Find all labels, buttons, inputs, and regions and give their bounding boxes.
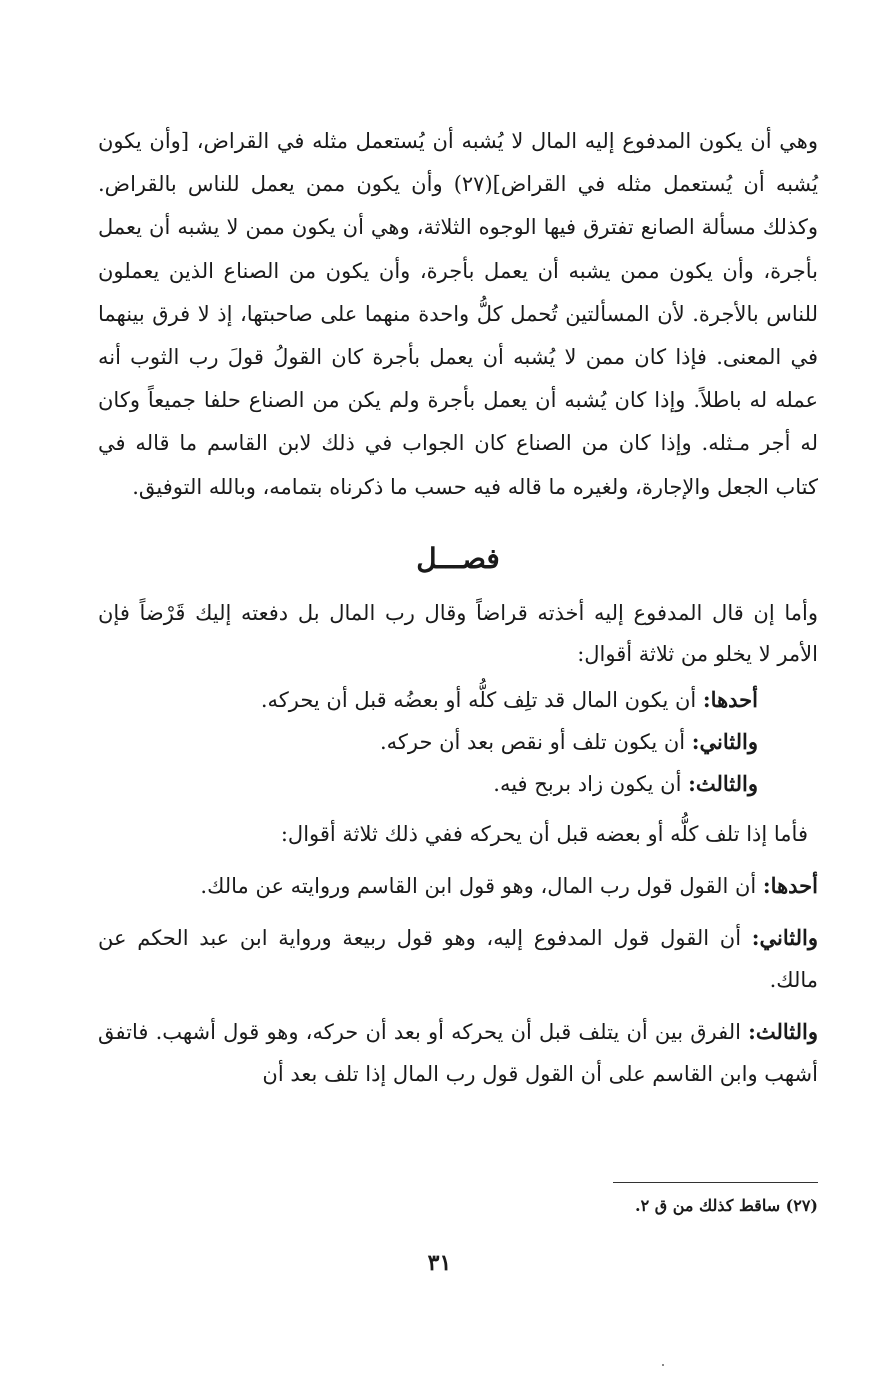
list-item — [98, 679, 818, 721]
case-lead: أحدها: — [702, 686, 758, 712]
list-item — [98, 721, 818, 763]
section-heading: فصـــل — [416, 541, 500, 575]
opinion-lead: والثاني: — [751, 924, 818, 950]
opinion-lead: والثالث: — [748, 1018, 818, 1044]
cases-list — [98, 679, 818, 805]
page-number: ٣١ — [427, 1250, 452, 1276]
page-body — [98, 120, 818, 1095]
case-lead: والثاني: — [691, 728, 758, 754]
opinion-paragraph — [98, 917, 818, 1001]
case-lead: والثالث: — [688, 770, 758, 796]
opinion-text: أن القول قول المدفوع إليه، وهو قول ربيعة ورواية ابن عبد الحكم عن مالك. — [98, 925, 818, 992]
opinion-lead: أحدها: — [762, 872, 818, 898]
sub-intro-paragraph: فأما إذا تلف كلُّه أو بعضه قبل أن يحركه ففي ذلك ثلاثة أقوال: — [280, 821, 808, 846]
opinion-text: الفرق بين أن يتلف قبل أن يحركه أو بعد أن حركه، وهو قول أشهب. فاتفق أشهب وابن القاسم على أن القول قول رب المال إذا تلف بعد أن — [98, 1019, 818, 1086]
footnote: (٢٧) ساقط كذلك من ق ٢. — [634, 1196, 818, 1215]
opinion-paragraph — [98, 1011, 818, 1095]
scan-speck — [662, 1364, 664, 1366]
opinion-paragraph — [98, 865, 818, 907]
case-text: أن يكون زاد بربح فيه. — [493, 771, 689, 796]
footnote-divider — [613, 1182, 818, 1183]
body-paragraph: وهي أن يكون المدفوع إليه المال لا يُشبه أن يُستعمل مثله في القراض، [وأن يكون يُشبه أن يُستعمل مثله في القراض](٢٧) وأن يكون ممن يعمل للناس بالقراض. وكذلك مسألة الصانع تفترق فيها الوجوه الثلاثة، وهي أن يكون ممن لا يشبه أن يعمل بأجرة، وأن يكون ممن يشبه أن يعمل بأجرة، وأن يكون من الصناع الذين يعملون للناس بالأجرة. لأن المسألتين تُحمل كلُّ واحدة منهما على صاحبتها، إذ لا فرق بينهما في المعنى. فإذا كان ممن لا يُشبه أن يعمل بأجرة كان القولُ قولَ رب الثوب أنه عمله له باطلاً. وإذا كان يُشبه أن يعمل بأجرة ولم يكن من الصناع حلفا جميعاً وكان له أجر مـثله. وإذا كان من الصناع كان الجواب في ذلك لابن القاسم ما قاله في كتاب الجعل والإجارة، ولغيره ما قاله فيه حسب ما ذكرناه بتمامه، وبالله التوفيق. — [98, 129, 818, 499]
case-text: أن يكون تلف أو نقص بعد أن حركه. — [379, 729, 692, 754]
case-text: أن يكون المال قد تلِف كلُّه أو بعضُه قبل أن يحركه. — [260, 687, 703, 712]
opinion-text: أن القول قول رب المال، وهو قول ابن القاسم وروايته عن مالك. — [200, 873, 763, 898]
intro-paragraph: وأما إن قال المدفوع إليه أخذته قراضاً وقال رب المال بل دفعته إليك قَرْضاً فإن الأمر لا يخلو من ثلاثة أقوال: — [98, 600, 818, 666]
list-item — [98, 763, 818, 805]
